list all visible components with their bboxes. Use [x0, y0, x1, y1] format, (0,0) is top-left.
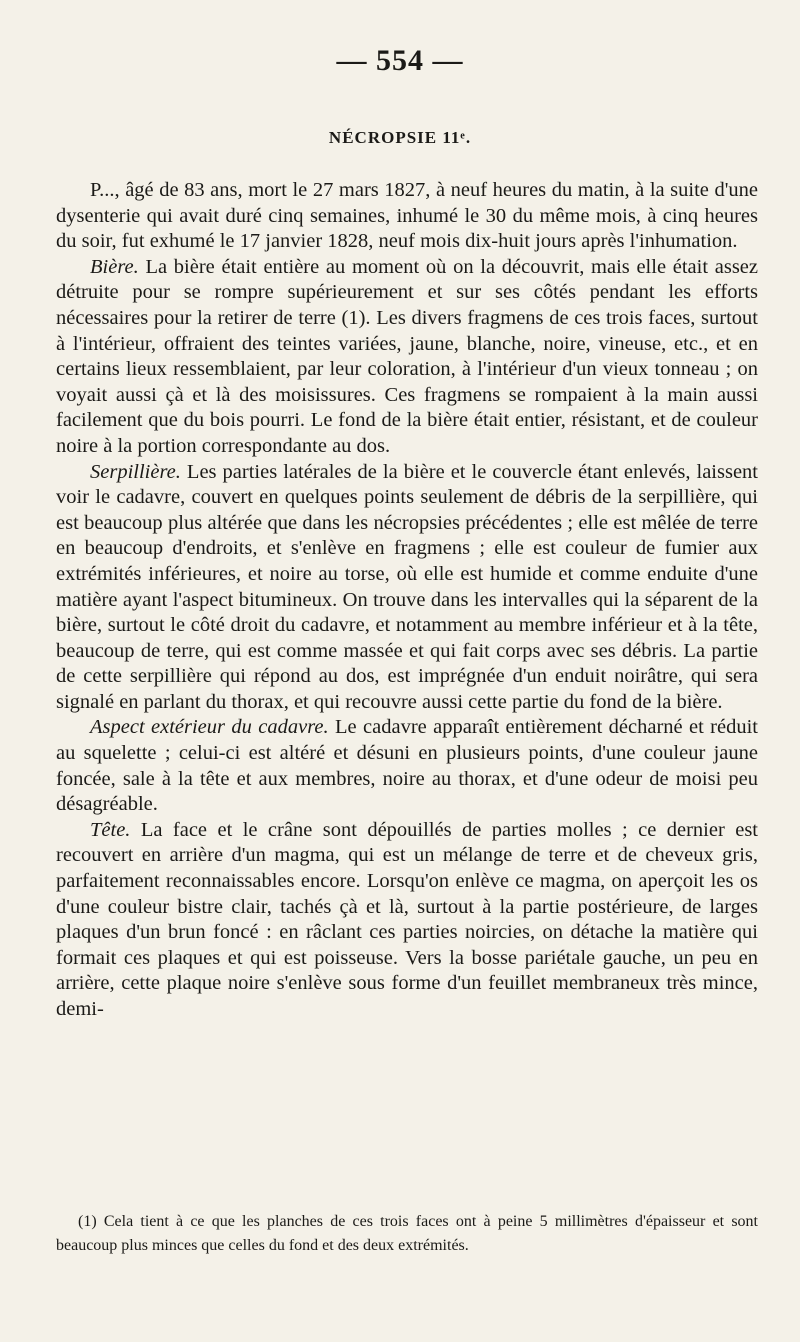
page-number: — 554 — [336, 44, 464, 77]
body-text [56, 178, 758, 1023]
paragraph-text: P..., âgé de 83 ans, mort le 27 mars 1827, à neuf heures du matin, à la suite d'une dysenterie qui avait duré cinq semaines, inhumé le 30 du même mois, à cinq heures du soir, fut exhumé le 17 janvier 1828, neuf mois dix-huit jours après l'inhumation. [56, 179, 758, 253]
footnote-text: (1) Cela tient à ce que les planches de ces trois faces ont à peine 5 millimètres d'épaisseur et sont beaucoup plus minces que celles du fond et des deux extrémités. [56, 1213, 758, 1254]
paragraph-intro [56, 178, 758, 255]
paragraph-text: Le cadavre apparaît entièrement décharné et réduit au squelette ; celui-ci est altéré et désuni en plusieurs points, d'une couleur jaune foncée, sale à la tête et aux membres, noire au thorax, et d'une odeur de moisi peu désagréable. [56, 716, 758, 816]
paragraph-tete [56, 818, 758, 1023]
section-heading: NÉCROPSIE 11ᵉ. [328, 128, 472, 147]
paragraph-text: Les parties latérales de la bière et le couvercle étant enlevés, laissent voir le cadavre, couvert en quelques points seulement de débris de la serpillière, qui est beaucoup plus altérée que dans les nécropsies précédentes ; elle est mêlée de terre en beaucoup d'endroits, et s'enlève en fragmens ; elle est couleur de fumier aux extrémités inférieures, et noire au torse, où elle est humide et comme enduite d'une matière ayant l'aspect bitumineux. On trouve dans les intervalles qui la séparent de la bière, surtout le côté droit du cadavre, et notamment au membre inférieur et à la tête, beaucoup de terre, qui est comme massée et qui fait corps avec ses débris. La partie de cette serpillière qui répond au dos, est imprégnée d'un enduit noirâtre, qui sera signalé en parlant du thorax, et qui recouvre aussi cette partie du fond de la bière. [56, 460, 758, 713]
paragraph-lead: Bière. [90, 255, 139, 278]
footnote [56, 1210, 758, 1258]
paragraph-lead: Tête. [90, 818, 131, 841]
paragraph-biere [56, 255, 758, 460]
paragraph-text: La bière était entière au moment où on la découvrit, mais elle était assez détruite pour se rompre supérieurement et sur ses côtés pendant les efforts nécessaires pour la retirer de terre (1). Les divers fragmens de ces trois faces, surtout à l'intérieur, offraient des teintes variées, jaune, blanche, noire, vineuse, etc., et en certains lieux ressemblaient, par leur coloration, à l'intérieur d'un vieux tonneau ; on voyait aussi çà et là des moisissures. Ces fragmens se rompaient à la main aussi facilement que du bois pourri. Le fond de la bière était entier, résistant, et de couleur noire à la portion correspondante au dos. [56, 255, 758, 457]
paragraph-aspect [56, 715, 758, 817]
paragraph-lead: Serpillière. [90, 460, 181, 483]
paragraph-text: La face et le crâne sont dépouillés de parties molles ; ce dernier est recouvert en arrière d'un magma, qui est un mélange de terre et de cheveux gris, parfaitement reconnaissables encore. Lorsqu'on enlève ce magma, on aperçoit les os d'une couleur bistre clair, tachés çà et là, surtout à la partie postérieure, de larges plaques d'un brun foncé : en râclant ces parties noircies, on détache la matière qui formait ces plaques et qui est poisseuse. Vers la bosse pariétale gauche, un peu en arrière, cette plaque noire s'enlève sous forme d'un feuillet membraneux très mince, demi- [56, 818, 758, 1020]
paragraph-lead: Aspect extérieur du cadavre. [90, 716, 329, 739]
paragraph-serpilliere [56, 460, 758, 716]
